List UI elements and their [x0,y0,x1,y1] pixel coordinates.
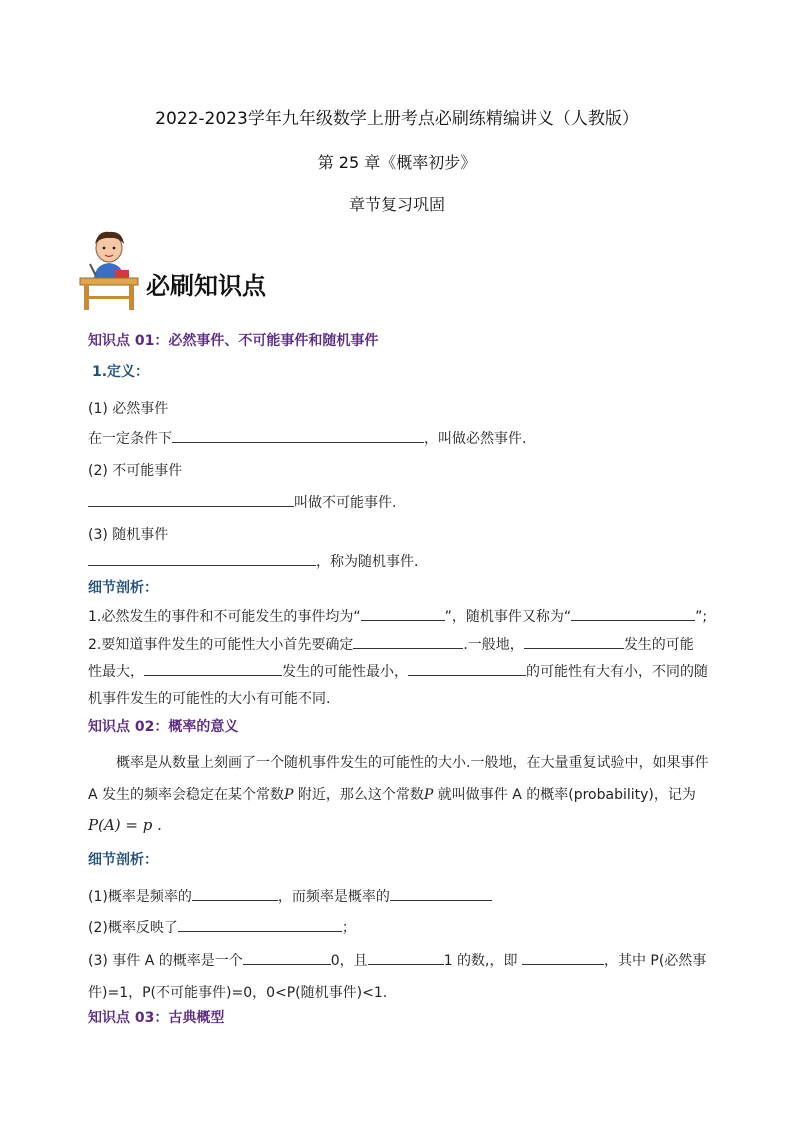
item1-prefix: 在一定条件下 [88,431,172,447]
section-title: 章节复习巩固 [348,195,445,214]
blank-field[interactable] [408,661,526,676]
item3-suffix: ，称为随机事件. [316,554,419,570]
blank-field[interactable] [172,428,424,443]
detail2-line [88,634,694,654]
student-icon [74,226,144,312]
detail2-part-a: 2.要知道事件发生的可能性大小首先要确定 [88,637,354,653]
q3-part-b: 0，且 [330,953,368,969]
probability-formula [88,816,162,834]
formula-text: P(A) = p [88,816,153,834]
q1-line [88,886,492,906]
detail4-line: 机事件发生的可能性的大小有可能不同. [88,691,331,707]
p-symbol: P [284,787,294,803]
q2-part-a: (2)概率反映了 [88,920,178,936]
item2-label: (2) 不可能事件 [88,463,183,479]
kp2-line2-c: 就叫做事件 A 的概率(probability)，记为 [433,787,696,803]
detail1-line [88,606,707,626]
main-title: 2022-2023学年九年级数学上册考点必刷练精编讲义（人教版） [155,109,639,129]
blank-field[interactable] [390,886,492,901]
detail1-part-b: ”，随机事件又称为“ [444,609,572,625]
item2-line [88,492,396,512]
student-at-desk-illustration [74,226,144,312]
item3-line [88,551,418,571]
q4-line: 件)=1，P(不可能事件)=0，0<P(随机事件)<1. [88,985,388,1001]
kp2-paragraph-line2 [88,784,696,804]
item1-label: (1) 必然事件 [88,401,169,417]
chapter-title: 第 25 章《概率初步》 [317,153,477,172]
kp1-heading: 知识点 01：必然事件、不可能事件和随机事件 [88,333,379,349]
detail3-part-c: 的可能性有大有小，不同的随 [526,664,708,680]
q1-part-a: (1)概率是频率的 [88,889,192,905]
kp2-paragraph-line1: 概率是从数量上刻画了一个随机事件发生的可能性的大小.一般地，在大量重复试验中，如果事件 [116,755,709,771]
q3-part-a: (3) 事件 A 的概率是一个 [88,953,243,969]
blank-field[interactable] [522,950,604,965]
detail-heading-1: 细节剖析： [88,580,158,596]
definition-heading: 1.定义： [92,364,150,380]
blank-field[interactable] [571,606,695,621]
blank-field[interactable] [353,634,463,649]
formula-period: . [152,816,162,834]
banner-label: 必刷知识点 [146,271,266,300]
blank-field[interactable] [243,950,331,965]
q2-part-b: ； [341,920,356,936]
detail1-part-a: 1.必然发生的事件和不可能发生的事件均为“ [88,609,361,625]
detail2-part-c: 发生的可能 [623,637,694,653]
blank-field[interactable] [524,634,624,649]
blank-field[interactable] [88,551,316,566]
q3-part-d: ，其中 P(必然事 [603,953,707,969]
blank-field[interactable] [88,492,294,507]
blank-field[interactable] [368,950,444,965]
detail-heading-2: 细节剖析： [88,852,158,868]
item2-suffix: 叫做不可能事件. [294,495,397,511]
p-symbol: P [423,787,434,803]
q1-part-b: ，而频率是概率的 [277,889,390,905]
q2-line [88,917,356,937]
blank-field[interactable] [361,606,445,621]
kp2-line2-b: 附近，那么这个常数 [293,787,424,803]
detail3-part-a: 性最大， [88,664,144,680]
detail1-part-c: ”; [695,609,708,625]
item1-line [88,428,526,448]
item1-suffix: ，叫做必然事件. [424,431,527,447]
blank-field[interactable] [192,886,278,901]
detail3-part-b: 发生的可能性最小， [282,664,408,680]
kp2-line2-a: A 发生的频率会稳定在某个常数 [88,787,285,803]
kp3-heading: 知识点 03：古典概型 [88,1010,225,1026]
blank-field[interactable] [144,661,282,676]
kp2-heading: 知识点 02：概率的意义 [88,719,239,735]
item3-label: (3) 随机事件 [88,527,169,543]
detail2-part-b: .一般地， [463,637,524,653]
detail3-line [88,661,708,681]
q3-part-c: 1 的数,，即 [443,953,522,969]
blank-field[interactable] [178,917,342,932]
q3-line [88,950,706,970]
